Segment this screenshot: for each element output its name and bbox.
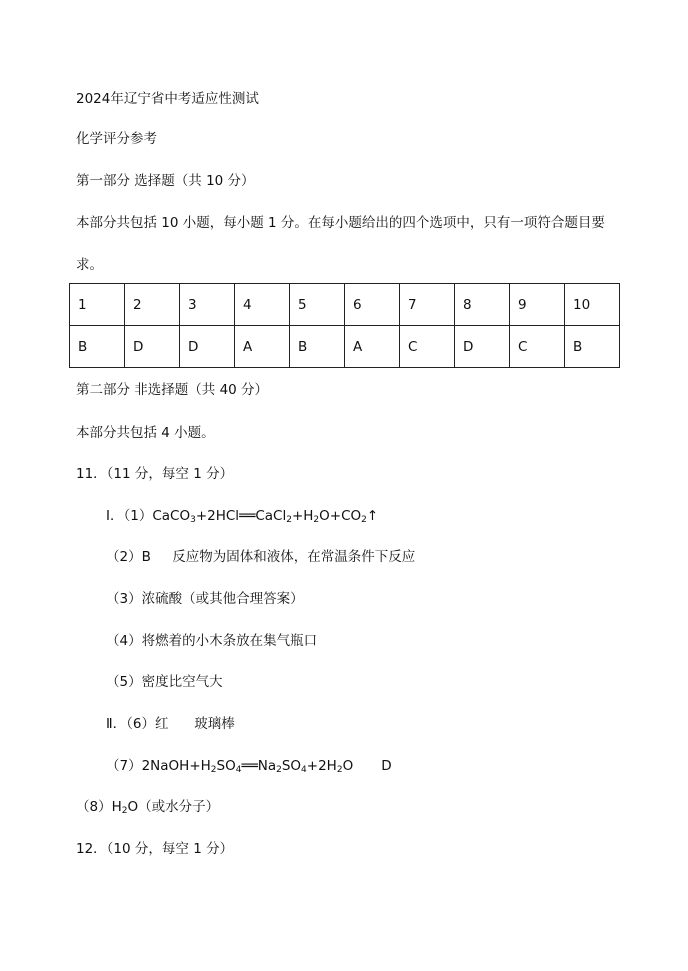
formula-text: O（或水分子） bbox=[127, 799, 220, 815]
subscript: 2 bbox=[121, 806, 128, 816]
answer-cell: B bbox=[565, 326, 620, 368]
answer-row bbox=[70, 326, 620, 368]
subscript: 2 bbox=[361, 515, 367, 525]
page-subtitle: 化学评分参考 bbox=[76, 131, 157, 147]
answer-11-8 bbox=[76, 798, 219, 816]
formula-text: CaCl bbox=[255, 508, 287, 524]
answer-11-6: Ⅱ．（6）红 玻璃棒 bbox=[106, 716, 235, 732]
question-number: 1 bbox=[70, 284, 125, 326]
question-number: 10 bbox=[565, 284, 620, 326]
subscript: 4 bbox=[235, 765, 242, 775]
part1-description: 本部分共包括 10 小题，每小题 1 分。在每小题给出的四个选项中，只有一项符合题目要 bbox=[76, 215, 605, 231]
subscript: 2 bbox=[276, 765, 282, 775]
formula-text: +H bbox=[291, 508, 314, 524]
subscript: 4 bbox=[301, 765, 307, 775]
part1-heading: 第一部分 选择题（共 10 分） bbox=[76, 173, 255, 189]
page-title: 2024年辽宁省中考适应性测试 bbox=[76, 91, 259, 107]
part2-description: 本部分共包括 4 小题。 bbox=[76, 425, 215, 441]
question-number: 8 bbox=[455, 284, 510, 326]
question-number: 9 bbox=[510, 284, 565, 326]
question-number: 2 bbox=[125, 284, 180, 326]
question-11-header: 11．（11 分，每空 1 分） bbox=[76, 466, 234, 482]
question-number-row bbox=[70, 284, 620, 326]
question-number: 4 bbox=[235, 284, 290, 326]
subscript: 2 bbox=[286, 515, 292, 525]
answer-11-3: （3）浓硫酸（或其他合理答案） bbox=[106, 591, 304, 607]
answer-cell: A bbox=[235, 326, 290, 368]
answer-11-1-equation bbox=[106, 507, 378, 525]
answer-cell: D bbox=[180, 326, 235, 368]
formula-text: Na bbox=[257, 758, 277, 774]
formula-text: SO bbox=[281, 758, 302, 774]
formula-text: CaCO bbox=[152, 508, 191, 524]
answer-cell: D bbox=[125, 326, 180, 368]
formula-text: SO bbox=[216, 758, 236, 774]
equals-sign: ══ bbox=[241, 758, 258, 774]
part1-description-end: 求。 bbox=[76, 257, 103, 273]
answer-choice: D bbox=[381, 758, 392, 774]
formula-text: +2H bbox=[306, 758, 337, 774]
answer-cell: B bbox=[290, 326, 345, 368]
question-12-header: 12．（10 分，每空 1 分） bbox=[76, 841, 234, 857]
answer-cell: C bbox=[510, 326, 565, 368]
question-number: 5 bbox=[290, 284, 345, 326]
subscript: 2 bbox=[210, 765, 217, 775]
formula-text: （7）2NaOH+H bbox=[106, 758, 211, 774]
answer-11-2: （2）B 反应物为固体和液体，在常温条件下反应 bbox=[106, 549, 416, 565]
answer-11-5: （5）密度比空气大 bbox=[106, 674, 223, 690]
question-number: 3 bbox=[180, 284, 235, 326]
formula-text: +2HCl bbox=[195, 508, 240, 524]
answer-cell: D bbox=[455, 326, 510, 368]
answer-cell: C bbox=[400, 326, 455, 368]
formula-text: O bbox=[342, 758, 354, 774]
answer-cell: A bbox=[345, 326, 400, 368]
gas-arrow: ↑ bbox=[366, 508, 379, 524]
subscript: 3 bbox=[190, 515, 196, 525]
answer-cell: B bbox=[70, 326, 125, 368]
answer-11-7-equation bbox=[106, 757, 392, 775]
formula-text: O+CO bbox=[319, 508, 362, 524]
subscript: 2 bbox=[313, 515, 320, 525]
question-number: 6 bbox=[345, 284, 400, 326]
question-number: 7 bbox=[400, 284, 455, 326]
subscript: 2 bbox=[336, 765, 343, 775]
equals-sign: ══ bbox=[239, 508, 256, 524]
section-i-label: Ⅰ．（1） bbox=[106, 508, 153, 524]
part2-heading: 第二部分 非选择题（共 40 分） bbox=[76, 382, 269, 398]
answer-11-4: （4）将燃着的小木条放在集气瓶口 bbox=[106, 633, 318, 649]
answer-table bbox=[69, 283, 620, 368]
formula-text: （8）H bbox=[76, 799, 122, 815]
